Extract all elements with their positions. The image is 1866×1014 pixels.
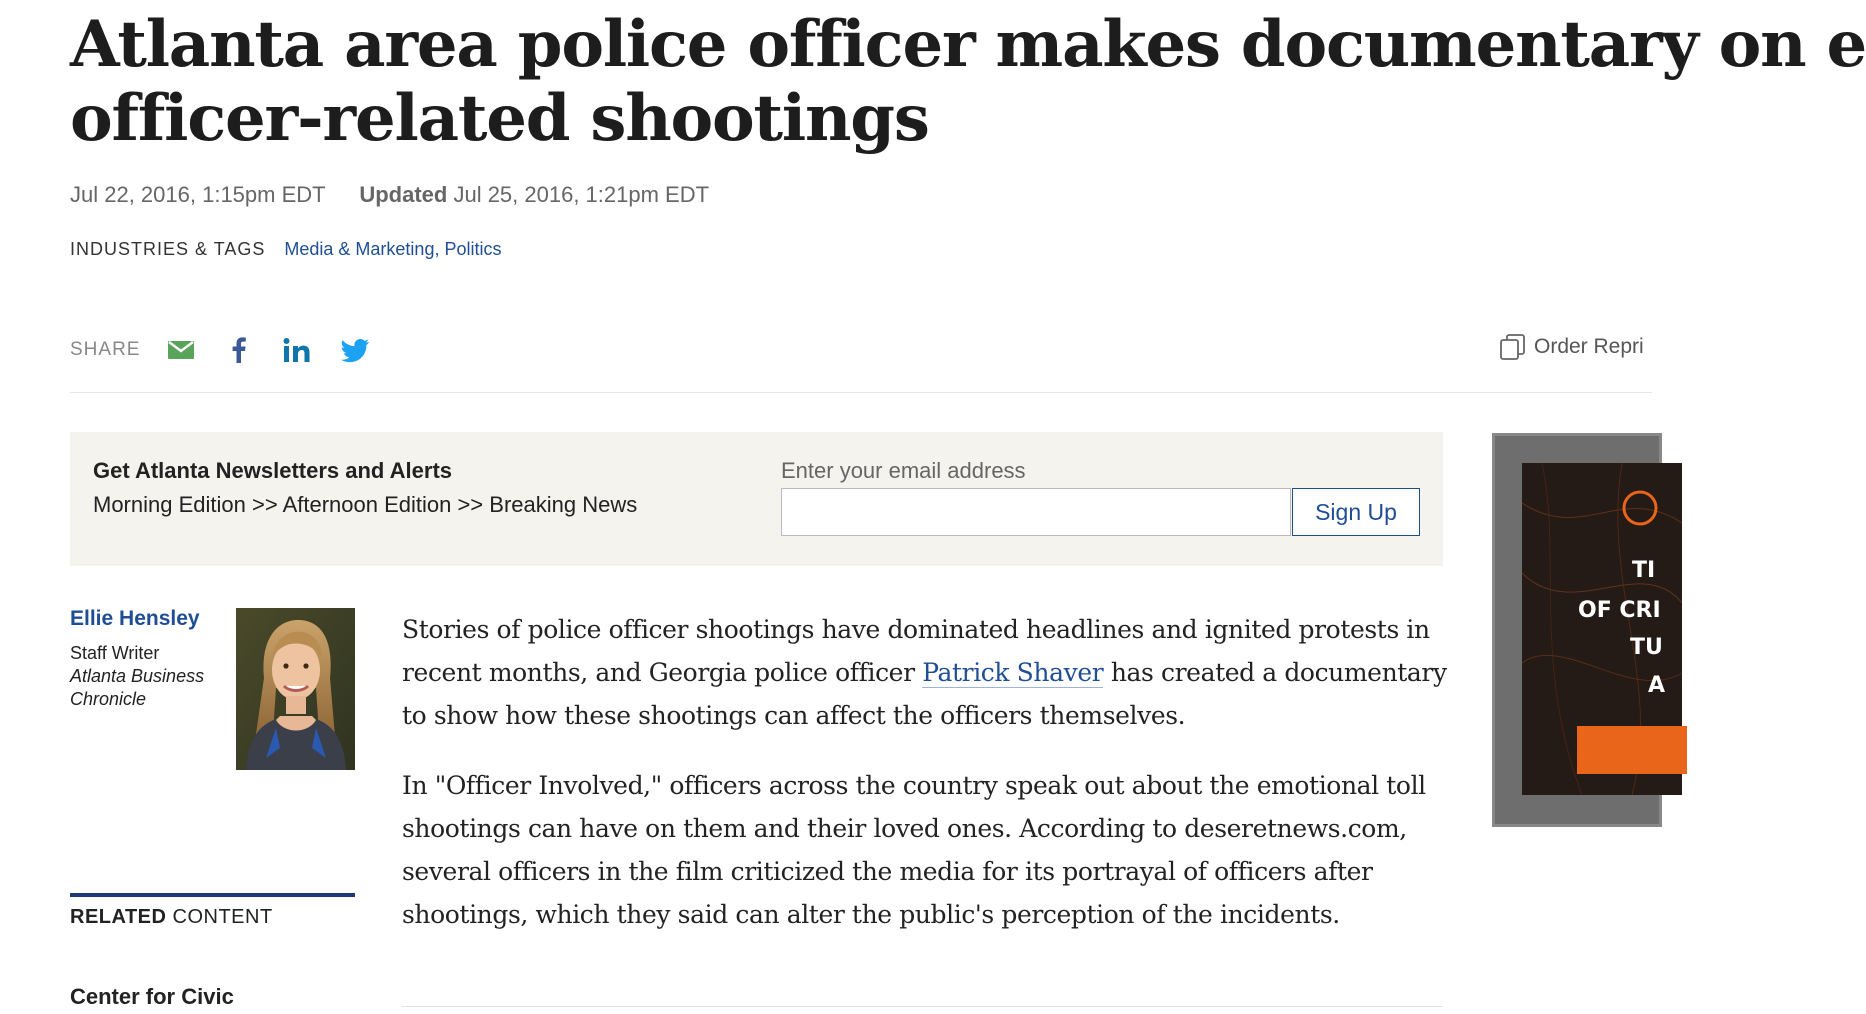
sign-up-button[interactable]: Sign Up — [1292, 488, 1420, 536]
ad-text-line-2: OF CRI — [1578, 598, 1661, 623]
facebook-icon[interactable] — [222, 333, 256, 367]
email-input[interactable] — [781, 488, 1291, 536]
newsletter-signup — [70, 432, 1443, 566]
reprint-icon — [1500, 334, 1526, 360]
body-paragraph-1 — [402, 608, 1447, 737]
headline-line-1: Atlanta area police officer makes documentary on e — [70, 7, 1866, 82]
updated-label: Updated — [359, 182, 448, 207]
related-content-bar — [70, 893, 355, 897]
tags-label: INDUSTRIES & TAGS — [70, 239, 266, 259]
article-body — [402, 608, 1447, 963]
ad-text-line-3: TU — [1630, 635, 1663, 660]
related-heading-rest: CONTENT — [166, 906, 273, 928]
tag-politics[interactable]: Politics — [444, 239, 502, 259]
author-role: Staff Writer — [70, 643, 160, 663]
share-divider — [70, 392, 1652, 393]
industries-tags — [70, 239, 502, 260]
body-paragraph-2: In "Officer Involved," officers across the country speak out about the emotional toll shootings can have on them and their loved ones. According to deseretnews.com, several officers in the film criticized the media for its portrayal of officers after shootings, which they said can alter the public's perception of the incidents. — [402, 771, 1426, 929]
share-label: SHARE — [70, 339, 141, 360]
ad-text-line-4: A — [1648, 673, 1666, 698]
ad-artwork — [1522, 463, 1682, 795]
order-reprints-link[interactable] — [1500, 334, 1644, 360]
p1-before: Stories of police officer shootings have dominated headlines and ignited protests in recent months, and Georgia police officer — [402, 615, 1430, 687]
article-headline — [70, 7, 1866, 156]
updated-date: Jul 25, 2016, 1:21pm EDT — [453, 182, 710, 207]
p1-after: has created a documentary to show how these shootings can affect the officers themselves. — [402, 658, 1447, 730]
patrick-shaver-link[interactable]: Patrick Shaver — [922, 658, 1104, 687]
author-name[interactable]: Ellie Hensley — [70, 607, 200, 630]
linkedin-icon[interactable] — [280, 333, 314, 367]
tag-media-marketing[interactable]: Media & Marketing, — [284, 239, 440, 259]
email-label: Enter your email address — [781, 458, 1026, 483]
related-item-link[interactable]: Center for Civic — [70, 984, 234, 1009]
body-divider — [402, 1006, 1443, 1007]
dateline — [70, 182, 709, 208]
headline-line-2: officer-related shootings — [70, 81, 929, 156]
order-reprints-label: Order Repri — [1534, 335, 1644, 358]
email-icon[interactable] — [164, 333, 198, 367]
advertisement-banner[interactable] — [1492, 433, 1666, 827]
related-heading-bold: RELATED — [70, 906, 167, 928]
newsletter-editions: Morning Edition >> Afternoon Edition >> Breaking News — [93, 492, 638, 517]
twitter-icon[interactable] — [338, 333, 372, 367]
related-content-heading — [70, 906, 273, 929]
share-bar — [70, 330, 396, 370]
author-avatar[interactable] — [236, 608, 355, 770]
newsletter-title: Get Atlanta Newsletters and Alerts — [93, 458, 453, 483]
ad-text-line-1: TI — [1632, 558, 1656, 583]
published-date: Jul 22, 2016, 1:15pm EDT — [70, 182, 326, 207]
author-publication: Atlanta Business Chronicle — [70, 666, 205, 709]
